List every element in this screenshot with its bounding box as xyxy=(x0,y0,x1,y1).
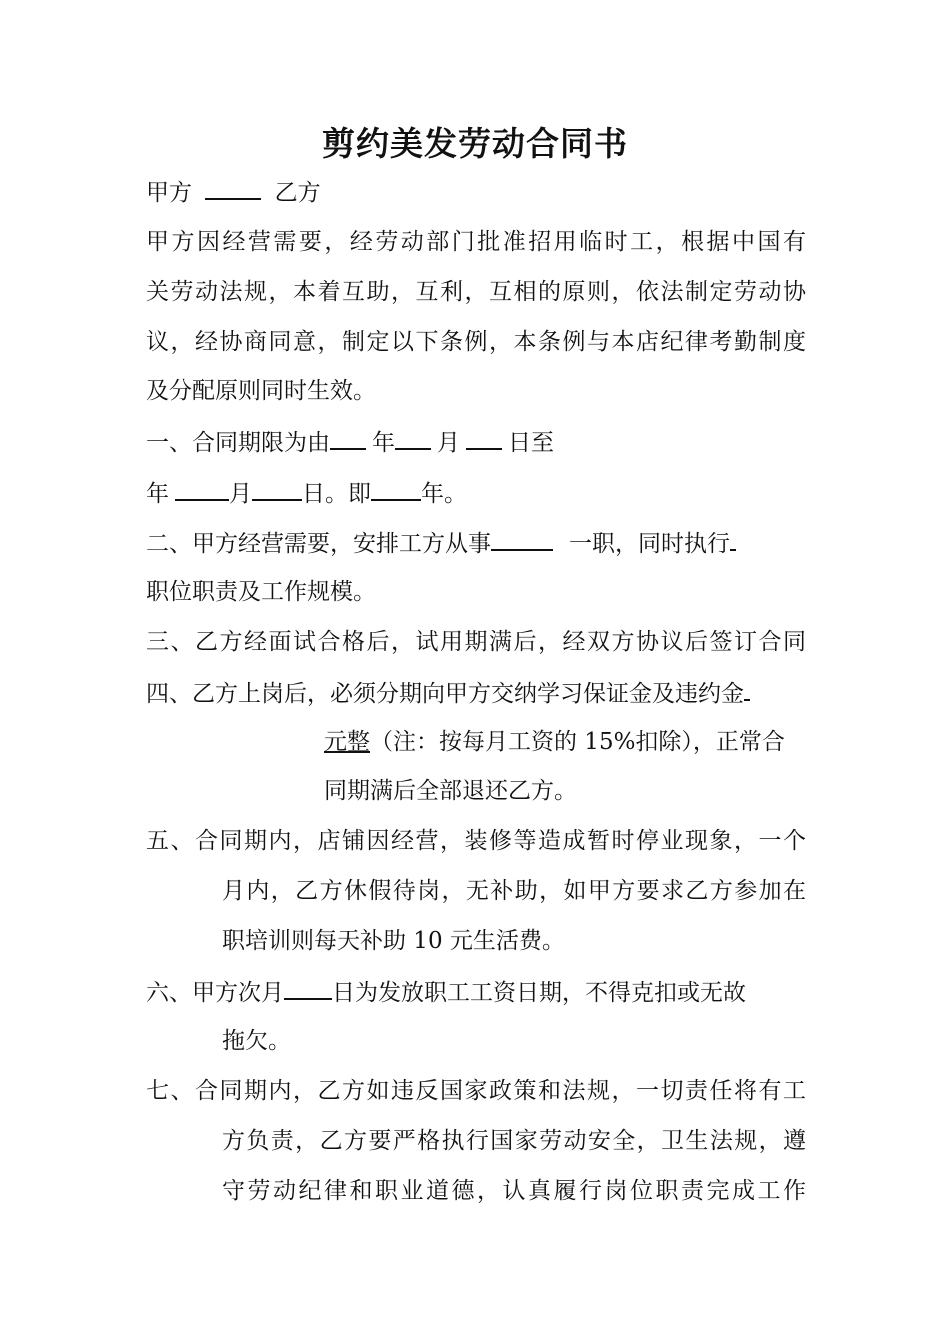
trailing-blank xyxy=(730,527,736,551)
parties-line xyxy=(146,176,321,208)
intro-line-4: 及分配原则同时生效。 xyxy=(146,378,376,404)
party-b-label: 乙方 xyxy=(274,180,321,206)
document-title: 剪约美发劳动合同书 xyxy=(322,124,628,163)
month-label: 月 xyxy=(437,430,460,456)
clause-2-line-2: 职位职责及工作规模。 xyxy=(146,579,376,605)
clause-5-line-3: 职培训则每天补助 10 元生活费。 xyxy=(222,928,565,954)
duration-year-label: 年。 xyxy=(421,481,467,507)
month-label: 月 xyxy=(229,481,252,507)
clause-6-text-tail: 日为发放职工工资日期，不得克扣或无故 xyxy=(332,980,746,1006)
clause-4-line-3: 同期满后全部退还乙方。 xyxy=(324,778,577,804)
clause-4-line-2 xyxy=(324,727,785,757)
start-day-blank xyxy=(466,426,502,450)
clause-1-line-1 xyxy=(146,426,554,458)
duration-blank xyxy=(371,477,421,501)
intro-line-1: 甲方因经营需要，经劳动部门批准招用临时工，根据中国有 xyxy=(146,229,806,255)
party-a-label: 甲方 xyxy=(146,180,192,206)
clause-2-text-tail: 一职，同时执行 xyxy=(569,531,730,557)
clause-2-line-1 xyxy=(146,527,736,559)
start-year-blank xyxy=(330,426,366,450)
clause-4-line-1 xyxy=(146,677,750,709)
clause-7-line-1: 七、合同期内，乙方如违反国家政策和法规，一切责任将有工 xyxy=(146,1078,806,1104)
clause-7-line-3: 守劳动纪律和职业道德，认真履行岗位职责完成工作 xyxy=(222,1178,806,1204)
intro-line-2: 关劳动法规，本着互助，互利，互相的原则，依法制定劳动协 xyxy=(146,279,806,305)
clause-4-text: 四、乙方上岗后，必须分期向甲方交纳学习保证金及违约金 xyxy=(146,681,744,707)
party-a-blank xyxy=(205,176,261,200)
intro-line-3: 议，经协商同意，制定以下条例，本条例与本店纪律考勤制度 xyxy=(146,329,806,355)
year-label: 年 xyxy=(146,481,169,507)
start-month-blank xyxy=(395,426,431,450)
year-label: 年 xyxy=(372,430,395,456)
day-label: 日。即 xyxy=(302,481,371,507)
clause-6-line-1 xyxy=(146,976,746,1008)
clause-6-text: 六、甲方次月 xyxy=(146,980,284,1006)
day-label: 日至 xyxy=(508,430,554,456)
payday-blank xyxy=(284,976,332,1000)
amount-unit: 元整 xyxy=(324,729,370,755)
clause-5-line-2: 月内，乙方休假待岗，无补助，如甲方要求乙方参加在 xyxy=(222,878,806,904)
clause-5-line-1: 五、合同期内，店铺因经营，装修等造成暂时停业现象，一个 xyxy=(146,828,806,854)
end-year-blank xyxy=(175,477,229,501)
clause-1-text: 一、合同期限为由 xyxy=(146,430,330,456)
end-month-blank xyxy=(252,477,302,501)
position-blank xyxy=(491,527,553,551)
clause-3: 三、乙方经面试合格后，试用期满后，经双方协议后签订合同 xyxy=(146,629,806,655)
clause-4-note: （注：按每月工资的 15%扣除），正常合 xyxy=(370,729,785,755)
clause-1-line-2 xyxy=(146,477,467,509)
clause-7-line-2: 方负责，乙方要严格执行国家劳动安全，卫生法规，遵 xyxy=(222,1128,806,1154)
clause-6-line-2: 拖欠。 xyxy=(222,1028,291,1054)
clause-2-text: 二、甲方经营需要，安排工方从事 xyxy=(146,531,491,557)
deposit-blank xyxy=(744,677,750,701)
